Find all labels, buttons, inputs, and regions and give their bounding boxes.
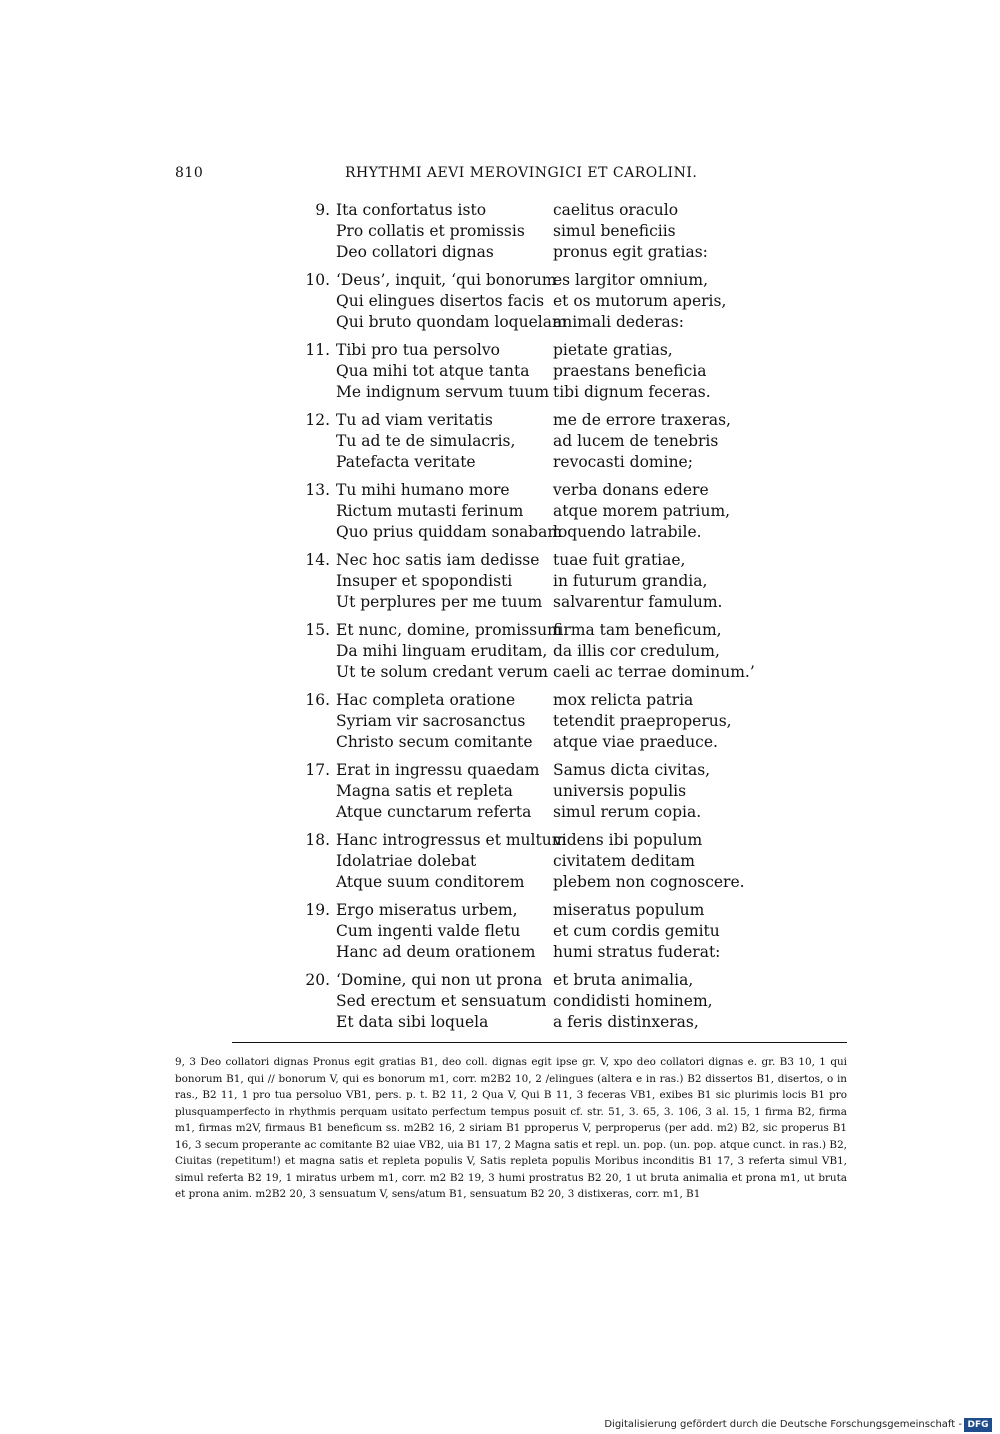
verse-second-half: me de errore traxeras, [553,411,731,429]
verse-first-half: Erat in ingressu quaedam [336,761,540,779]
verse-second-half: universis populis [553,782,687,800]
verse-line [300,452,760,473]
stanza-number: 13. [305,481,330,499]
verse-second-half: civitatem deditam [553,852,695,870]
verse-first-half: ‘Domine, qui non ut prona [336,971,543,989]
verse-second-half: firma tam beneficum, [553,621,722,639]
verse-line [300,501,760,522]
stanza [300,480,760,543]
verse-first-half: Deo collatori dignas [336,243,494,261]
critical-apparatus: 9, 3 Deo collatori dignas Pronus egit gratias B1, deo coll. dignas egit ipse gr. V, xpo deo collatori dignas e. gr. B3 10, 1 qui bonorum B1, qui // bonorum V, qui es bonorum m1, corr. m2B2 10, 2 /elingues (altera e in ras.) B2 dissertos B1, disertos, o in ras., B2 11, 1 pro tua persoluo VB1, pers. p. t. B2 11, 2 Qua V, Qui B 11, 3 feceras VB1, exibes B1 sic plurimis locis B1 pro plusquamperfecto in rhythmis perquam usitato perfectum tempus posuit cf. str. 51, 3. 65, 3. 106, 3 al. 15, 1 firma B2, firma m1, firmas m2V, firmaus B1 beneficum ss. m2B2 16, 2 siriam B1 pproperus V, perproperus (per add. m2) B2, sic properus B1 16, 3 secum properante ac comitante B2 uiae VB2, uia B1 17, 2 Magna satis et repl. un. pop. (un. pop. atque cunct. in ras.) B2, Ciuitas (repetitum!) et magna satis et repleta populis V, Satis repleta populis Moribus inconditis B1 17, 3 referta simul VB1, simul referta B2 19, 1 miratus urbem m1, corr. m2 B2 19, 3 humi prostratus B2 20, 1 ut bruta animalia et prona m1, ut bruta et prona anim. m2B2 20, 3 sensuatum V, sens/atum B1, sensuatum B2 20, 3 distixeras, corr. m1, B1 [175,1056,847,1200]
running-title: RHYTHMI AEVI MEROVINGICI ET CAROLINI. [345,165,698,181]
stanza [300,270,760,333]
stanza-number: 20. [305,971,330,989]
verse-first-half: Qua mihi tot atque tanta [336,362,530,380]
verse-first-half: Tibi pro tua persolvo [336,341,500,359]
stanza-number: 16. [305,691,330,709]
verse-second-half: miseratus populum [553,901,705,919]
verse-second-half: simul rerum copia. [553,803,702,821]
verse-line [300,830,760,851]
verse-second-half: caeli ac terrae dominum.’ [553,663,755,681]
verse-line [300,522,760,543]
verse-second-half: humi stratus fuderat: [553,943,721,961]
poem-text [300,200,760,1040]
verse-line [300,851,760,872]
stanza-number: 15. [305,621,330,639]
stanza-number: 11. [305,341,330,359]
verse-line [300,480,760,501]
verse-line [300,760,760,781]
verse-line [300,431,760,452]
verse-second-half: a feris distinxeras, [553,1013,699,1031]
verse-first-half: Qui elingues disertos facis [336,292,545,310]
verse-line [300,550,760,571]
footnote-divider [232,1042,847,1043]
stanza-number: 9. [315,201,330,219]
verse-second-half: et os mutorum aperis, [553,292,727,310]
stanza [300,760,760,823]
stanza [300,200,760,263]
verse-first-half: Quo prius quiddam sonabam [336,523,563,541]
verse-second-half: pietate gratias, [553,341,673,359]
verse-first-half: Hanc introgressus et multum [336,831,567,849]
verse-line [300,732,760,753]
verse-first-half: Da mihi linguam eruditam, [336,642,548,660]
page-number: 810 [175,165,204,181]
stanza-number: 18. [305,831,330,849]
verse-first-half: Atque cunctarum referta [336,803,532,821]
verse-second-half: pronus egit gratias: [553,243,708,261]
verse-line [300,970,760,991]
verse-line [300,200,760,221]
verse-line [300,270,760,291]
verse-line [300,900,760,921]
verse-line [300,221,760,242]
verse-first-half: Magna satis et repleta [336,782,513,800]
verse-second-half: salvarentur famulum. [553,593,723,611]
verse-second-half: caelitus oraculo [553,201,679,219]
stanza [300,690,760,753]
verse-line [300,340,760,361]
verse-first-half: Et data sibi loquela [336,1013,489,1031]
verse-line [300,410,760,431]
verse-second-half: verba donans edere [553,481,709,499]
verse-line [300,1012,760,1033]
verse-second-half: tetendit praeproperus, [553,712,732,730]
verse-second-half: mox relicta patria [553,691,694,709]
verse-first-half: Cum ingenti valde fletu [336,922,521,940]
verse-first-half: Sed erectum et sensuatum [336,992,547,1010]
verse-first-half: Ita confortatus isto [336,201,487,219]
verse-second-half: ad lucem de tenebris [553,432,719,450]
stanza [300,340,760,403]
stanza [300,830,760,893]
verse-first-half: ‘Deus’, inquit, ‘qui bonorum [336,271,557,289]
verse-first-half: Rictum mutasti ferinum [336,502,524,520]
verse-second-half: in futurum grandia, [553,572,708,590]
verse-line [300,802,760,823]
verse-line [300,690,760,711]
verse-first-half: Tu mihi humano more [336,481,510,499]
stanza [300,900,760,963]
verse-first-half: Ut perplures per me tuum [336,593,543,611]
verse-first-half: Idolatriae dolebat [336,852,477,870]
verse-second-half: et cum cordis gemitu [553,922,720,940]
stanza-number: 14. [305,551,330,569]
verse-second-half: et bruta animalia, [553,971,694,989]
verse-first-half: Nec hoc satis iam dedisse [336,551,540,569]
verse-line [300,571,760,592]
verse-line [300,382,760,403]
verse-line [300,641,760,662]
verse-second-half: es largitor omnium, [553,271,709,289]
verse-line [300,662,760,683]
verse-second-half: condidisti hominem, [553,992,713,1010]
verse-second-half: da illis cor credulum, [553,642,720,660]
verse-line [300,711,760,732]
verse-first-half: Et nunc, domine, promissum [336,621,562,639]
verse-line [300,291,760,312]
verse-first-half: Tu ad te de simulacris, [336,432,516,450]
verse-first-half: Hanc ad deum orationem [336,943,536,961]
verse-second-half: tuae fuit gratiae, [553,551,686,569]
verse-line [300,620,760,641]
verse-line [300,942,760,963]
stanza-number: 19. [305,901,330,919]
verse-first-half: Insuper et spopondisti [336,572,513,590]
verse-line [300,921,760,942]
verse-first-half: Hac completa oratione [336,691,516,709]
verse-second-half: simul beneficiis [553,222,676,240]
verse-line [300,991,760,1012]
verse-line [300,312,760,333]
verse-second-half: animali dederas: [553,313,684,331]
verse-line [300,781,760,802]
verse-second-half: videns ibi populum [553,831,703,849]
verse-first-half: Pro collatis et promissis [336,222,525,240]
stanza [300,620,760,683]
stanza-number: 17. [305,761,330,779]
verse-first-half: Patefacta veritate [336,453,476,471]
verse-first-half: Atque suum conditorem [336,873,525,891]
verse-first-half: Christo secum comitante [336,733,533,751]
stanza-number: 10. [305,271,330,289]
verse-first-half: Me indignum servum tuum [336,383,550,401]
verse-first-half: Ut te solum credant verum [336,663,548,681]
verse-first-half: Syriam vir sacrosanctus [336,712,526,730]
verse-second-half: atque viae praeduce. [553,733,718,751]
verse-second-half: plebem non cognoscere. [553,873,745,891]
verse-first-half: Tu ad viam veritatis [336,411,493,429]
verse-second-half: revocasti domine; [553,453,693,471]
verse-second-half: loquendo latrabile. [553,523,702,541]
verse-second-half: tibi dignum feceras. [553,383,711,401]
stanza [300,970,760,1033]
verse-line [300,592,760,613]
verse-first-half: Ergo miseratus urbem, [336,901,518,919]
stanza-number: 12. [305,411,330,429]
verse-line [300,361,760,382]
verse-line [300,242,760,263]
verse-second-half: praestans beneficia [553,362,707,380]
digitization-credit: Digitalisierung gefördert durch die Deutsche Forschungsgemeinschaft - [604,1419,962,1430]
verse-first-half: Qui bruto quondam loquelam [336,313,567,331]
verse-second-half: atque morem patrium, [553,502,731,520]
verse-line [300,872,760,893]
stanza [300,410,760,473]
dfg-logo: DFG [964,1418,992,1432]
verse-second-half: Samus dicta civitas, [553,761,711,779]
stanza [300,550,760,613]
